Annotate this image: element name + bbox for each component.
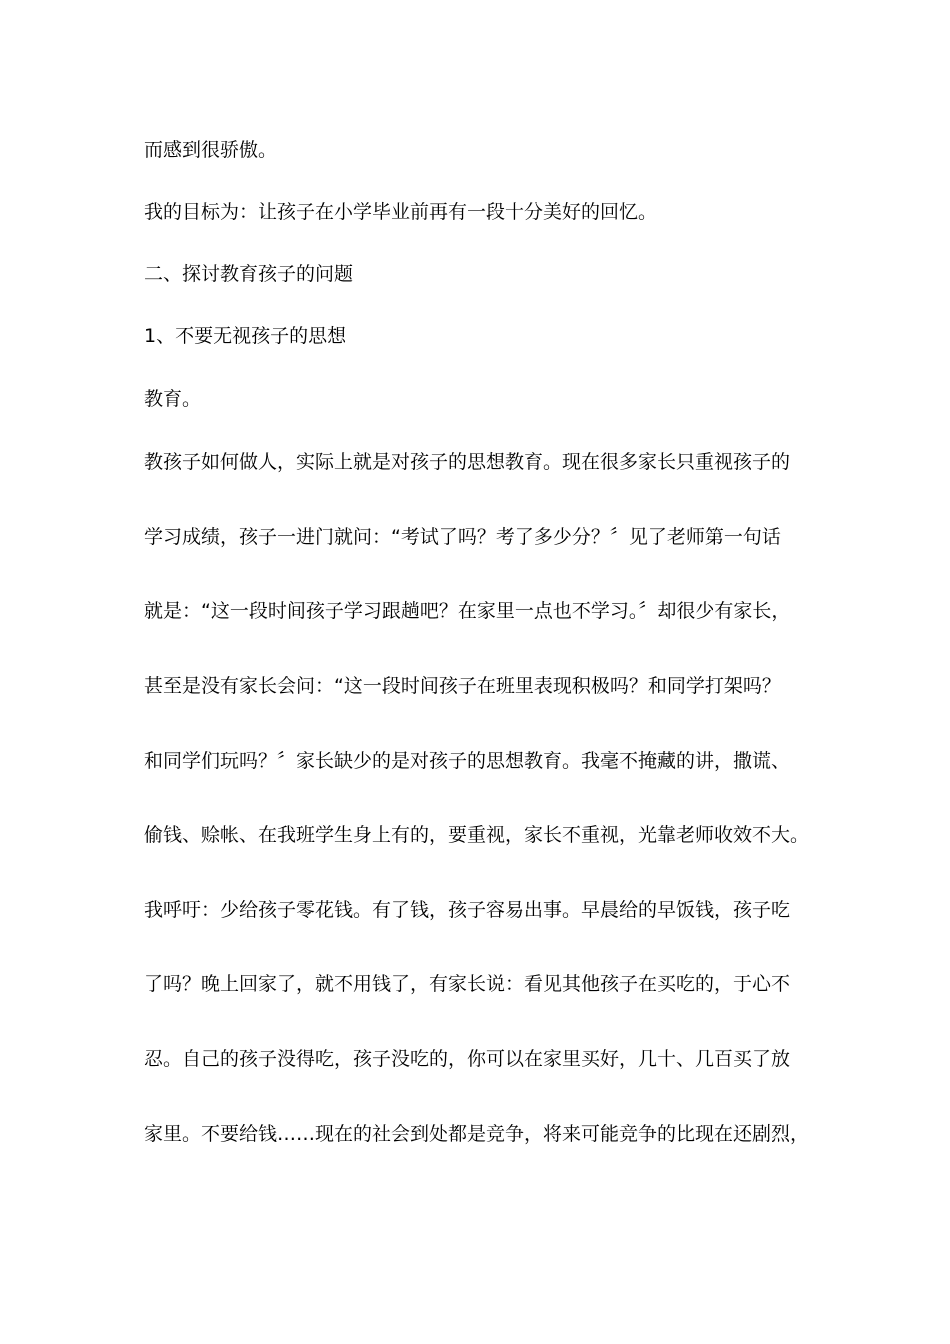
body-line-1: 教孩子如何做人，实际上就是对孩子的思想教育。现在很多家长只重视孩子的 bbox=[144, 451, 791, 473]
paragraph-goal: 我的目标为：让孩子在小学毕业前再有一段十分美好的回忆。 bbox=[144, 201, 658, 223]
subsection-heading: 1、不要无视孩子的思想 bbox=[144, 325, 347, 347]
body-line-10: 家里。不要给钱……现在的社会到处都是竞争，将来可能竞争的比现在还剧烈， bbox=[144, 1123, 810, 1145]
body-line-4: 甚至是没有家长会问：“这一段时间孩子在班里表现积极吗？和同学打架吗？ bbox=[144, 675, 781, 697]
body-line-7: 我呼吁：少给孩子零花钱。有了钱，孩子容易出事。早晨给的早饭钱，孩子吃 bbox=[144, 899, 791, 921]
body-line-9: 忍。自己的孩子没得吃，孩子没吃的，你可以在家里买好，几十、几百买了放 bbox=[144, 1048, 791, 1070]
body-line-6: 偷钱、赊帐、在我班学生身上有的，要重视，家长不重视，光靠老师收效不大。 bbox=[144, 824, 810, 846]
body-line-2: 学习成绩，孩子一进门就问：“考试了吗？考了多少分？〞见了老师第一句话 bbox=[144, 526, 781, 548]
paragraph-pride: 而感到很骄傲。 bbox=[144, 139, 278, 161]
body-line-3: 就是：“这一段时间孩子学习跟趟吧？在家里一点也不学习。〞却很少有家长， bbox=[144, 600, 791, 622]
body-line-8: 了吗？晚上回家了，就不用钱了，有家长说：看见其他孩子在买吃的，于心不 bbox=[144, 973, 791, 995]
section-heading: 二、探讨教育孩子的问题 bbox=[144, 263, 354, 285]
paragraph-education: 教育。 bbox=[144, 388, 202, 410]
body-line-5: 和同学们玩吗？〞家长缺少的是对孩子的思想教育。我毫不掩藏的讲，撒谎、 bbox=[144, 750, 791, 772]
